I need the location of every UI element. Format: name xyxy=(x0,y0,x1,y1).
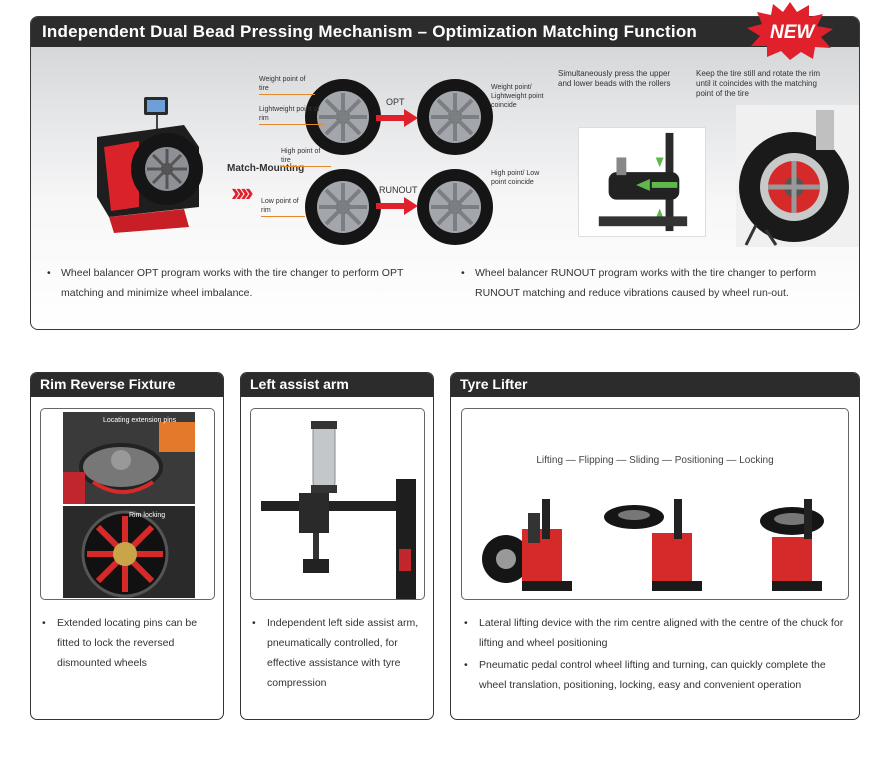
card-title: Rim Reverse Fixture xyxy=(40,376,176,392)
runout-arrow-icon xyxy=(376,197,418,215)
tyre-lifter-bullet-1: • Lateral lifting device with the rim centre aligned with the centre of the chuck for lifting and wheel positioning xyxy=(464,617,844,649)
locating-pins-tag: Locating extension pins xyxy=(103,417,177,424)
optimization-matching-panel xyxy=(30,16,860,330)
new-badge-text: NEW xyxy=(770,22,815,43)
lifter-step-flipping-photo xyxy=(602,493,712,597)
locating-pins-photo xyxy=(63,412,195,504)
tyre-lifter-card xyxy=(450,372,860,720)
tire-runout-after-icon xyxy=(415,167,495,247)
card-header xyxy=(451,373,859,397)
rim-locking-photo xyxy=(63,506,195,598)
tyre-lifter-image-frame xyxy=(461,408,849,600)
rim-locking-tag: Rim locking xyxy=(129,512,166,519)
opt-label: OPT xyxy=(386,97,405,107)
runout-bullet: • Wheel balancer RUNOUT program works with the tire changer to perform RUNOUT matching and reduce vibrations caused by wheel run-out. xyxy=(461,267,817,299)
rotate-rim-step-text: Keep the tire still and rotate the rim until it coincides with the matching point of the tire xyxy=(696,69,821,98)
tire-runout-before-icon xyxy=(303,167,383,247)
assist-arm-photo xyxy=(251,409,425,600)
lightweight-point-of-rim-label: Lightweight point of rim xyxy=(259,105,323,125)
tyre-lifter-bullet-2: • Pneumatic pedal control wheel lifting and turning, can quickly complete the wheel translation, positioning, locking, easy and convenient operation xyxy=(464,659,826,691)
panel-title: Independent Dual Bead Pressing Mechanism – Optimization Matching Function xyxy=(42,22,698,41)
high-point-of-tire-label: High point of tire xyxy=(281,147,331,167)
tire-opt-after-icon xyxy=(415,77,495,157)
card-title: Tyre Lifter xyxy=(460,376,528,392)
card-header xyxy=(241,373,433,397)
card-header xyxy=(31,373,223,397)
weight-point-of-tire-label: Weight point of tire xyxy=(259,75,315,95)
lifter-step-locking-photo xyxy=(742,493,842,597)
assist-arm-image-frame xyxy=(250,408,425,600)
wheel-balancer-image xyxy=(89,77,209,237)
rim-fixture-image-frame xyxy=(40,408,215,600)
press-beads-step-text: Simultaneously press the upper and lower beads with the rollers xyxy=(558,69,671,88)
weight-lightweight-coincide-label: Weight point/ Lightweight point coincide xyxy=(491,84,544,109)
opt-bullet: • Wheel balancer OPT program works with the tire changer to perform OPT matching and minimize wheel imbalance. xyxy=(47,267,404,299)
lifter-steps-caption: Lifting — Flipping — Sliding — Positioning — Locking xyxy=(536,455,774,466)
low-point-of-rim-label: Low point of rim xyxy=(261,197,305,217)
high-low-coincide-label: High point/ Low point coincide xyxy=(491,170,540,186)
assist-arm-bullet: • Independent left side assist arm, pneumatically controlled, for effective assistance with tyre compression xyxy=(252,617,419,689)
runout-label: RUNOUT xyxy=(379,185,418,195)
bead-pressing-photo xyxy=(578,127,706,237)
rim-rotation-photo xyxy=(726,105,860,247)
rim-reverse-fixture-card xyxy=(30,372,224,720)
panel-header xyxy=(31,17,859,47)
card-title: Left assist arm xyxy=(250,376,349,392)
rim-fixture-bullet: • Extended locating pins can be fitted to lock the reversed dismounted wheels xyxy=(42,617,198,669)
chevron-arrows-icon: ›››› xyxy=(231,177,250,207)
lifter-step-lifting-photo xyxy=(482,493,582,597)
opt-arrow-icon xyxy=(376,109,418,127)
match-mounting-label: Match-Mounting xyxy=(227,163,305,174)
left-assist-arm-card xyxy=(240,372,434,720)
